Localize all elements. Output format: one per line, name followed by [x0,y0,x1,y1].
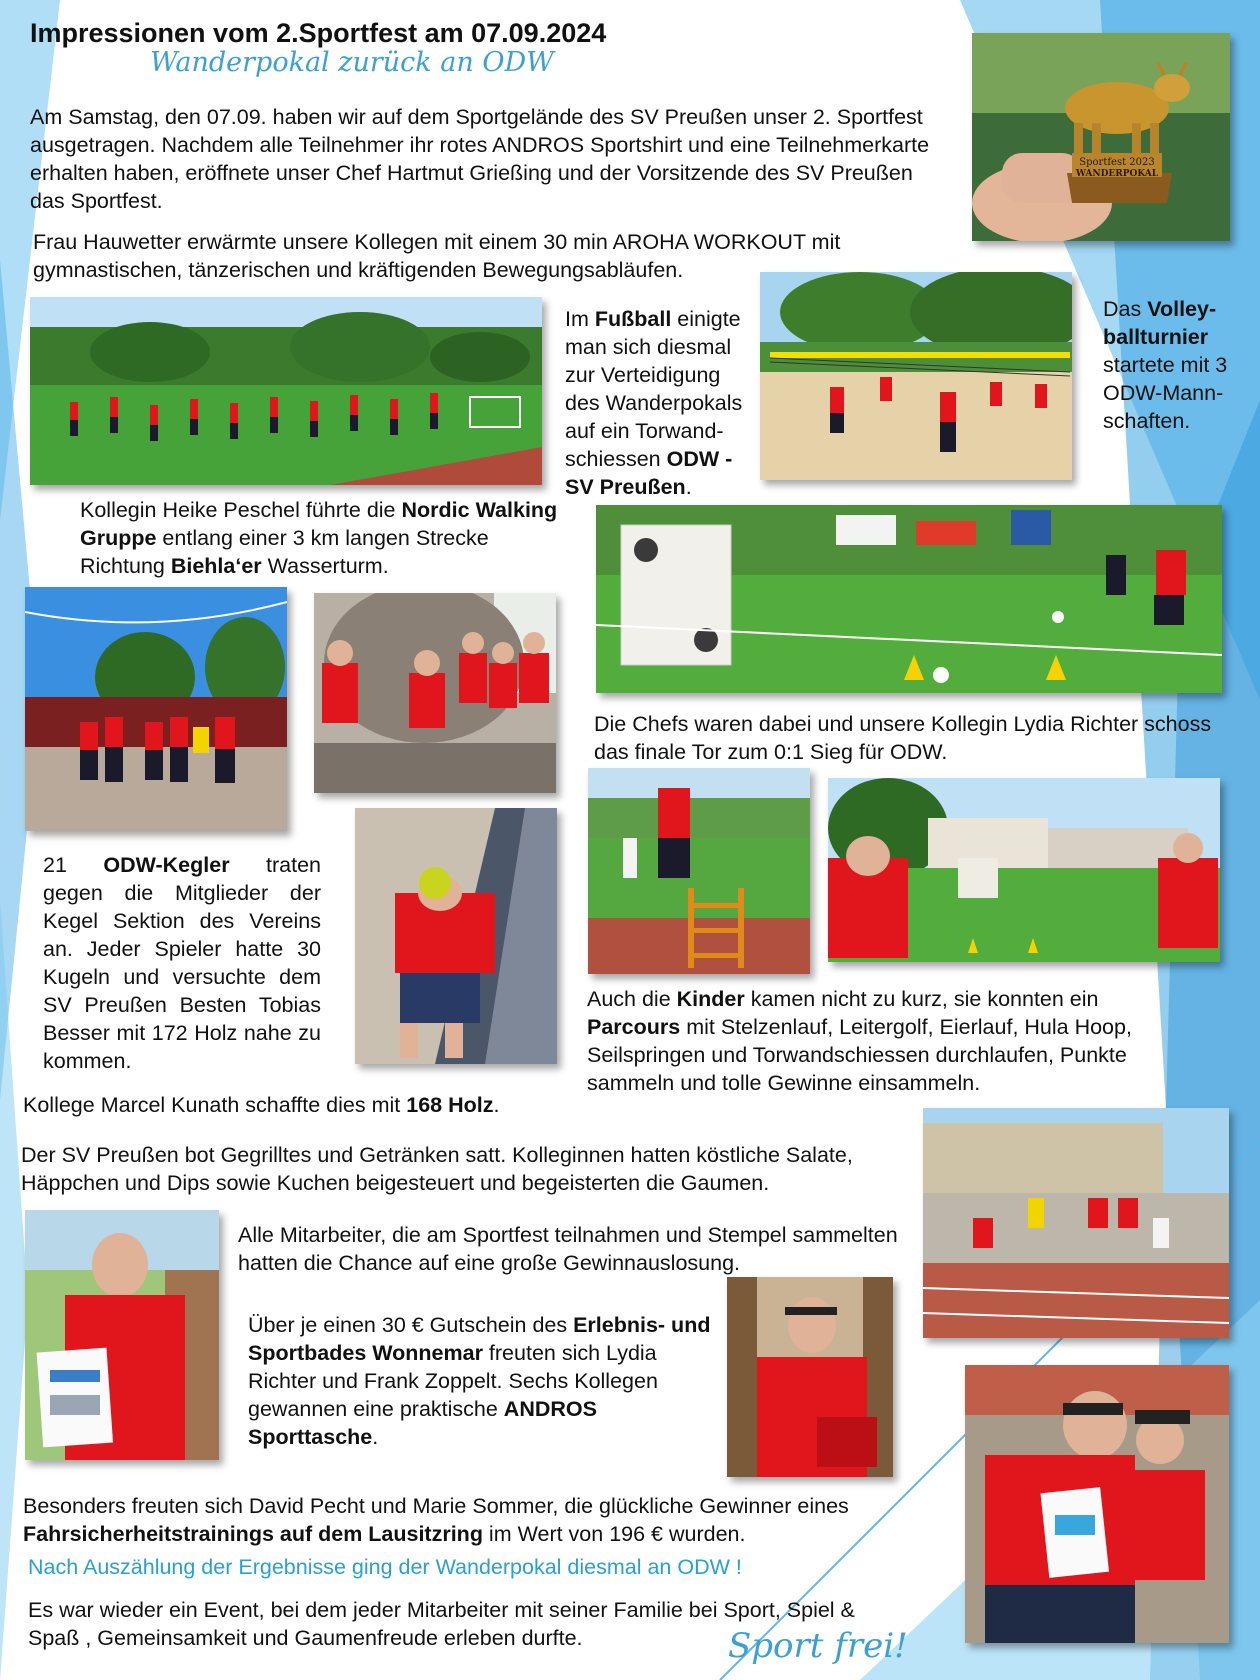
kids-games-photo [923,1108,1229,1338]
chefs-text: Die Chefs waren dabei und unsere Kollegin Lydia Richter schoss das finale Tor zum 0:1 Sieg für ODW. [594,712,1212,764]
bowling-text: 21 ODW-Kegler traten gegen die Mitglieder der Kegel Sektion des Vereins an. Jeder Spieler hatte 30 Kugeln und versuchte dem SV Preußen Besten Tobias Besser mit 172 Holz nahe zu kommen. [43,853,321,1073]
sportbag-winner-photo [727,1277,893,1477]
kids-parcours-photo [828,778,1220,962]
signoff: Sport frei! [728,1626,908,1666]
group-rest-photo [314,593,556,793]
prize-draw-text: Alle Mitarbeiter, die am Sportfest teilnahmen und Stempel sammelten hatten die Chance auf eine große Gewinnauslosung. [238,1223,898,1275]
trophy-plate-line1: Sportfest 2023 [1079,157,1155,168]
lausitzring-winners-photo [965,1365,1229,1643]
volleyball-text: Das Volley-ballturnier startete mit 3 ODW-Mann-schaften. [1103,297,1228,433]
nordic-walking-text: Kollegin Heike Peschel führte die Nordic Walking Gruppe entlang einer 3 km langen Strecke Richtung Biehla‘er Wasserturm. [80,498,558,578]
trophy-photo [972,33,1230,241]
nordic-walking-photo [25,587,287,831]
football-text: Im Fußball einigte man sich diesmal zur Verteidigung des Wanderpokals auf ein Torwand-schiessen ODW - SV Preußen. [565,307,743,499]
result-text: Nach Auszählung der Ergebnisse ging der Wanderpokal diesmal an ODW ! [28,1555,742,1579]
workout-photo [30,297,542,485]
page-subtitle: Wanderpokal zurück an ODW [150,47,554,78]
lausitzring-text: Besonders freuten sich David Pecht und Marie Sommer, die glückliche Gewinner eines Fahrsicherheitstrainings auf dem Lausitzring im Wert von 196 € wurden. [23,1494,849,1546]
winner-certificate-photo [25,1210,219,1460]
page-title: Impressionen vom 2.Sportfest am 07.09.2024 [30,18,607,48]
goal-wall-photo [596,505,1222,693]
intro-paragraph: Am Samstag, den 07.09. haben wir auf dem Sportgelände des SV Preußen unser 2. Sportfest ausgetragen. Nachdem alle Teilnehmer ihr rotes ANDROS Sportshirt und eine Teilnehmerkarte erhalten haben, eröffnete unser Chef Hartmut Grießing und der Vorsitzende des SV Preußen das Sportfest. [30,105,930,213]
trophy-plate-line2: WANDERPOKAL [1075,169,1159,179]
bowling-photo [355,808,557,1064]
workout-paragraph: Frau Hauwetter erwärmte unsere Kollegen mit einem 30 min AROHA WORKOUT mit gymnastischen, tänzerischen und kräftigenden Bewegungsabläufen. [33,230,841,282]
kids-text: Auch die Kinder kamen nicht zu kurz, sie konnten ein Parcours mit Stelzenlauf, Leitergolf, Eierlauf, Hula Hoop, Seilspringen und Torwandschiessen durchlaufen, Punkte sammeln und tolle Gewinne einsammeln. [587,987,1132,1095]
closing-text: Es war wieder ein Event, bei dem jeder Mitarbeiter mit seiner Familie bei Sport, Spiel & Spaß , Gemeinsamkeit und Gaumenfreude erleben durfte. [28,1598,855,1650]
volleyball-photo [760,272,1072,480]
ladder-golf-photo [588,768,810,974]
marcel-text: Kollege Marcel Kunath schaffte dies mit 168 Holz. [23,1093,500,1117]
food-text: Der SV Preußen bot Gegrilltes und Getränken satt. Kolleginnen hatten köstliche Salate, Häppchen und Dips sowie Kuchen beigesteuert und begeisterten die Gaumen. [21,1143,853,1195]
voucher-text: Über je einen 30 € Gutschein des Erlebnis- und Sportbades Wonnemar freuten sich Lydia Richter und Frank Zoppelt. Sechs Kollegen gewannen eine praktische ANDROS Sporttasche. [248,1313,711,1449]
